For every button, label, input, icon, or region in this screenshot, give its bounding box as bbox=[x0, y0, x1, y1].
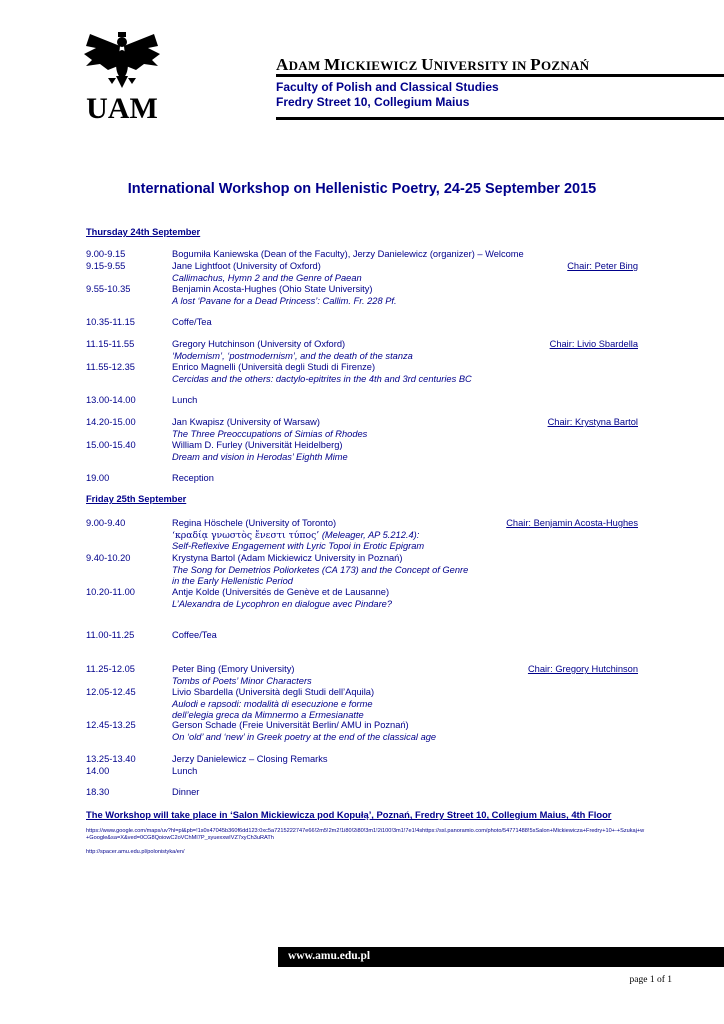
paper-title: ‘Modernism’, ‘postmodernism’, and the death of the stanza bbox=[172, 350, 413, 361]
session-chair-link[interactable]: Chair: Peter Bing bbox=[567, 261, 638, 271]
session-title: Antje Kolde (Universités de Genève et de Lausanne) bbox=[172, 587, 390, 597]
session-time: 11.15-11.55 bbox=[86, 339, 135, 349]
session-title: Gregory Hutchinson (University of Oxford) bbox=[172, 339, 346, 349]
session-content bbox=[172, 339, 592, 362]
paper-title: dell’elegia greca da Mimnermo a Ermesianatte bbox=[172, 710, 364, 720]
university-name: ADAM MICKIEWICZ UNIVERSITY IN POZNAŃ bbox=[276, 55, 590, 74]
session-time: 14.00 bbox=[86, 766, 110, 776]
paper-title: Tombs of Poets’ Minor Characters bbox=[172, 675, 312, 686]
paper-title: On ‘old’ and ‘new’ in Greek poetry at the end of the classical age bbox=[172, 731, 437, 742]
session-title: Jan Kwapisz (University of Warsaw) bbox=[172, 417, 320, 427]
day-heading-thursday: Thursday 24th September bbox=[86, 227, 201, 237]
session-time: 13.00-14.00 bbox=[86, 395, 136, 405]
footer-url[interactable]: www.amu.edu.pl bbox=[288, 950, 371, 962]
day-heading-friday: Friday 25th September bbox=[86, 494, 187, 504]
session-time: 14.20-15.00 bbox=[86, 417, 136, 427]
header-rule-bottom bbox=[276, 117, 724, 120]
session-content bbox=[172, 766, 592, 778]
session-chair-link[interactable]: Chair: Benjamin Acosta-Hughes bbox=[506, 518, 638, 528]
paper-title: Dream and vision in Herodas’ Eighth Mime bbox=[172, 451, 348, 462]
paper-title: in the Early Hellenistic Period bbox=[172, 576, 293, 586]
greek-quote-source: (Meleager, AP 5.212.4): bbox=[319, 529, 420, 540]
session-content bbox=[172, 417, 592, 440]
session-content bbox=[172, 362, 592, 385]
session-time: 9.55-10.35 bbox=[86, 284, 131, 294]
session-title: Bogumiła Kaniewska (Dean of the Faculty), Jerzy Danielewicz (organizer) – Welcome bbox=[172, 249, 524, 259]
session-content bbox=[172, 249, 592, 261]
session-title: Lunch bbox=[172, 395, 198, 405]
session-content bbox=[172, 553, 592, 588]
paper-title: The Three Preoccupations of Simias of Rhodes bbox=[172, 428, 368, 439]
session-time: 12.45-13.25 bbox=[86, 720, 136, 730]
session-time: 12.05-12.45 bbox=[86, 687, 136, 697]
session-title: Lunch bbox=[172, 766, 198, 776]
session-time: 11.55-12.35 bbox=[86, 362, 135, 372]
session-chair-link[interactable]: Chair: Gregory Hutchinson bbox=[527, 664, 638, 674]
session-content bbox=[172, 587, 592, 610]
tour-link[interactable]: http://spacer.amu.edu.pl/polonistyka/en/ bbox=[86, 849, 185, 855]
session-title: William D. Furley (Universität Heidelberg) bbox=[172, 440, 343, 450]
session-content bbox=[172, 395, 592, 407]
venue-note: The Workshop will take place in ‘Salon Mickiewicza pod Kopułą’, Poznań, Fredry Street 10, Collegium Maius, 4th Floor bbox=[86, 809, 612, 820]
session-title: Regina Höschele (University of Toronto) bbox=[172, 518, 337, 528]
session-title: Enrico Magnelli (Università degli Studi di Firenze) bbox=[172, 362, 376, 372]
greek-quote-line bbox=[172, 530, 592, 542]
paper-title: L’Alexandra de Lycophron en dialogue avec Pindare? bbox=[172, 598, 393, 609]
paper-title: A lost ‘Pavane for a Dead Princess’: Callim. Fr. 228 Pf. bbox=[172, 295, 397, 306]
map-link[interactable]: https://www.google.com/maps/uv?hl=pl&pb=!1s0x47045b360f6dd123:0xc5a7215222747e66!2m5!2m2!1i80!2i80!3m1!2i100!3m1!7e1!4shttps://ssl.panoramio.com/photo/54771488!5sSalon+Mickiewicza+Fredry+10+-+Szukaj+w+Google&sa=X&ved=0CG8QoiowC2oVChMI7P_syuexxwIVZ7xyCh3uRATh bbox=[86, 828, 645, 841]
session-title: Coffe/Tea bbox=[172, 317, 212, 327]
session-title: Jerzy Danielewicz – Closing Remarks bbox=[172, 754, 328, 764]
session-content bbox=[172, 754, 592, 766]
session-chair-link[interactable]: Chair: Krystyna Bartol bbox=[547, 417, 638, 427]
session-content bbox=[172, 630, 592, 642]
session-title: Jane Lightfoot (University of Oxford) bbox=[172, 261, 321, 271]
session-time: 10.20-11.00 bbox=[86, 587, 135, 597]
session-time: 11.00-11.25 bbox=[86, 630, 135, 640]
session-content bbox=[172, 440, 592, 463]
session-time: 9.00-9.40 bbox=[86, 518, 126, 528]
faculty-address: Fredry Street 10, Collegium Maius bbox=[276, 95, 470, 109]
faculty-name: Faculty of Polish and Classical Studies bbox=[276, 80, 499, 94]
session-time: 9.00-9.15 bbox=[86, 249, 126, 259]
session-title: Dinner bbox=[172, 787, 200, 797]
paper-title: Self-Reflexive Engagement with Lyric Topoi in Erotic Epigram bbox=[172, 541, 425, 551]
session-time: 9.15-9.55 bbox=[86, 261, 126, 271]
session-title: Peter Bing (Emory University) bbox=[172, 664, 295, 674]
greek-quote: ‘κραδίᾳ γνωστὸς ἔνεστι τύπος’ bbox=[172, 529, 320, 541]
page-title: International Workshop on Hellenistic Poetry, 24-25 September 2015 bbox=[127, 181, 597, 197]
session-time: 15.00-15.40 bbox=[86, 440, 136, 450]
session-title: Krystyna Bartol (Adam Mickiewicz University in Poznań) bbox=[172, 553, 403, 563]
session-content bbox=[172, 261, 592, 284]
session-chair-link[interactable]: Chair: Livio Sbardella bbox=[549, 339, 638, 349]
session-content bbox=[172, 317, 592, 329]
university-logo bbox=[82, 30, 162, 122]
page-number: page 1 of 1 bbox=[629, 975, 672, 985]
session-time: 18.30 bbox=[86, 787, 110, 797]
session-time: 10.35-11.15 bbox=[86, 317, 135, 327]
header-rule-top bbox=[276, 74, 724, 77]
session-time: 9.40-10.20 bbox=[86, 553, 131, 563]
session-title: Benjamin Acosta-Hughes (Ohio State University) bbox=[172, 284, 373, 294]
session-time: 13.25-13.40 bbox=[86, 754, 136, 764]
session-title: Gerson Schade (Freie Universität Berlin/ AMU in Poznań) bbox=[172, 720, 409, 730]
logo-text: UAM bbox=[86, 92, 158, 122]
session-content bbox=[172, 687, 592, 722]
session-title: Reception bbox=[172, 473, 214, 483]
paper-title: Callimachus, Hymn 2 and the Genre of Paean bbox=[172, 272, 362, 283]
session-time: 19.00 bbox=[86, 473, 110, 483]
session-content bbox=[172, 284, 592, 307]
session-time: 11.25-12.05 bbox=[86, 664, 135, 674]
session-content bbox=[172, 473, 592, 485]
paper-title: The Song for Demetrios Poliorketes (CA 173) and the Concept of Genre bbox=[172, 564, 469, 575]
session-content bbox=[172, 720, 592, 743]
session-title: Coffee/Tea bbox=[172, 630, 217, 640]
paper-title: Aulodi e rapsodi: modalità di esecuzione e forme bbox=[172, 698, 373, 709]
session-content bbox=[172, 787, 592, 799]
paper-title: Cercidas and the others: dactylo-epitrites in the 4th and 3rd centuries BC bbox=[172, 373, 472, 384]
session-title: Livio Sbardella (Università degli Studi dell’Aquila) bbox=[172, 687, 375, 697]
